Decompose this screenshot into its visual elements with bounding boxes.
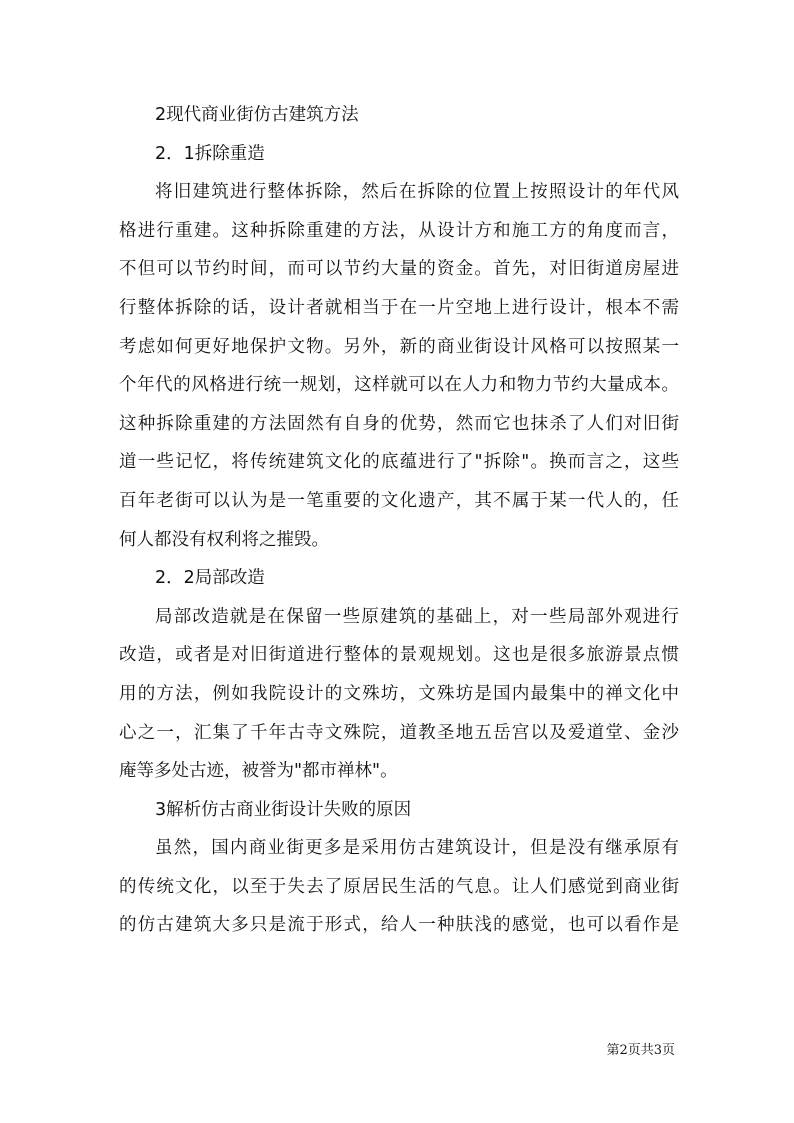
- paragraph-line: 这种拆除重建的方法固然有自身的优势，然而它也抹杀了人们对旧街: [119, 413, 679, 434]
- paragraph-line: 不但可以节约时间，而可以节约大量的资金。首先，对旧街道房屋进: [119, 259, 679, 280]
- section-heading: 2现代商业街仿古建筑方法: [155, 105, 359, 125]
- paragraph-line: 道一些记忆，将传统建筑文化的底蕴进行了"拆除"。换而言之，这些: [119, 452, 679, 473]
- paragraph-line: 个年代的风格进行统一规划，这样就可以在人力和物力节约大量成本。: [119, 375, 679, 396]
- paragraph-line: 何人都没有权利将之摧毁。: [119, 529, 329, 550]
- paragraph-line: 格进行重建。这种拆除重建的方法，从设计方和施工方的角度而言，: [119, 220, 679, 241]
- subsection-heading: 2．1拆除重造: [155, 143, 265, 164]
- paragraph-line: 用的方法，例如我院设计的文殊坊，文殊坊是国内最集中的禅文化中: [119, 683, 679, 704]
- paragraph-line: 局部改造就是在保留一些原建筑的基础上，对一些局部外观进行: [155, 606, 679, 627]
- paragraph-line: 考虑如何更好地保护文物。另外，新的商业街设计风格可以按照某一: [119, 336, 679, 357]
- page-number: 第2页共3页: [606, 1043, 675, 1058]
- document-body: [119, 96, 679, 945]
- section-heading: 3解析仿古商业街设计失败的原因: [155, 799, 412, 820]
- paragraph-line: 虽然，国内商业街更多是采用仿古建筑设计，但是没有继承原有: [155, 838, 679, 859]
- paragraph-line: 心之一，汇集了千年古寺文殊院，道教圣地五岳宫以及爱道堂、金沙: [119, 722, 679, 743]
- paragraph-line: 庵等多处古迹，被誉为"都市禅林"。: [119, 761, 398, 782]
- paragraph-line: 行整体拆除的话，设计者就相当于在一片空地上进行设计，根本不需: [119, 297, 679, 318]
- paragraph-line: 百年老街可以认为是一笔重要的文化遗产，其不属于某一代人的，任: [119, 490, 679, 511]
- paragraph-line: 将旧建筑进行整体拆除，然后在拆除的位置上按照设计的年代风: [155, 182, 679, 203]
- subsection-heading: 2．2局部改造: [155, 568, 265, 589]
- paragraph-line: 的传统文化，以至于失去了原居民生活的气息。让人们感觉到商业街: [119, 876, 679, 897]
- paragraph-line: 的仿古建筑大多只是流于形式，给人一种肤浅的感觉，也可以看作是: [119, 915, 679, 936]
- paragraph-line: 改造，或者是对旧街道进行整体的景观规划。这也是很多旅游景点惯: [119, 645, 679, 666]
